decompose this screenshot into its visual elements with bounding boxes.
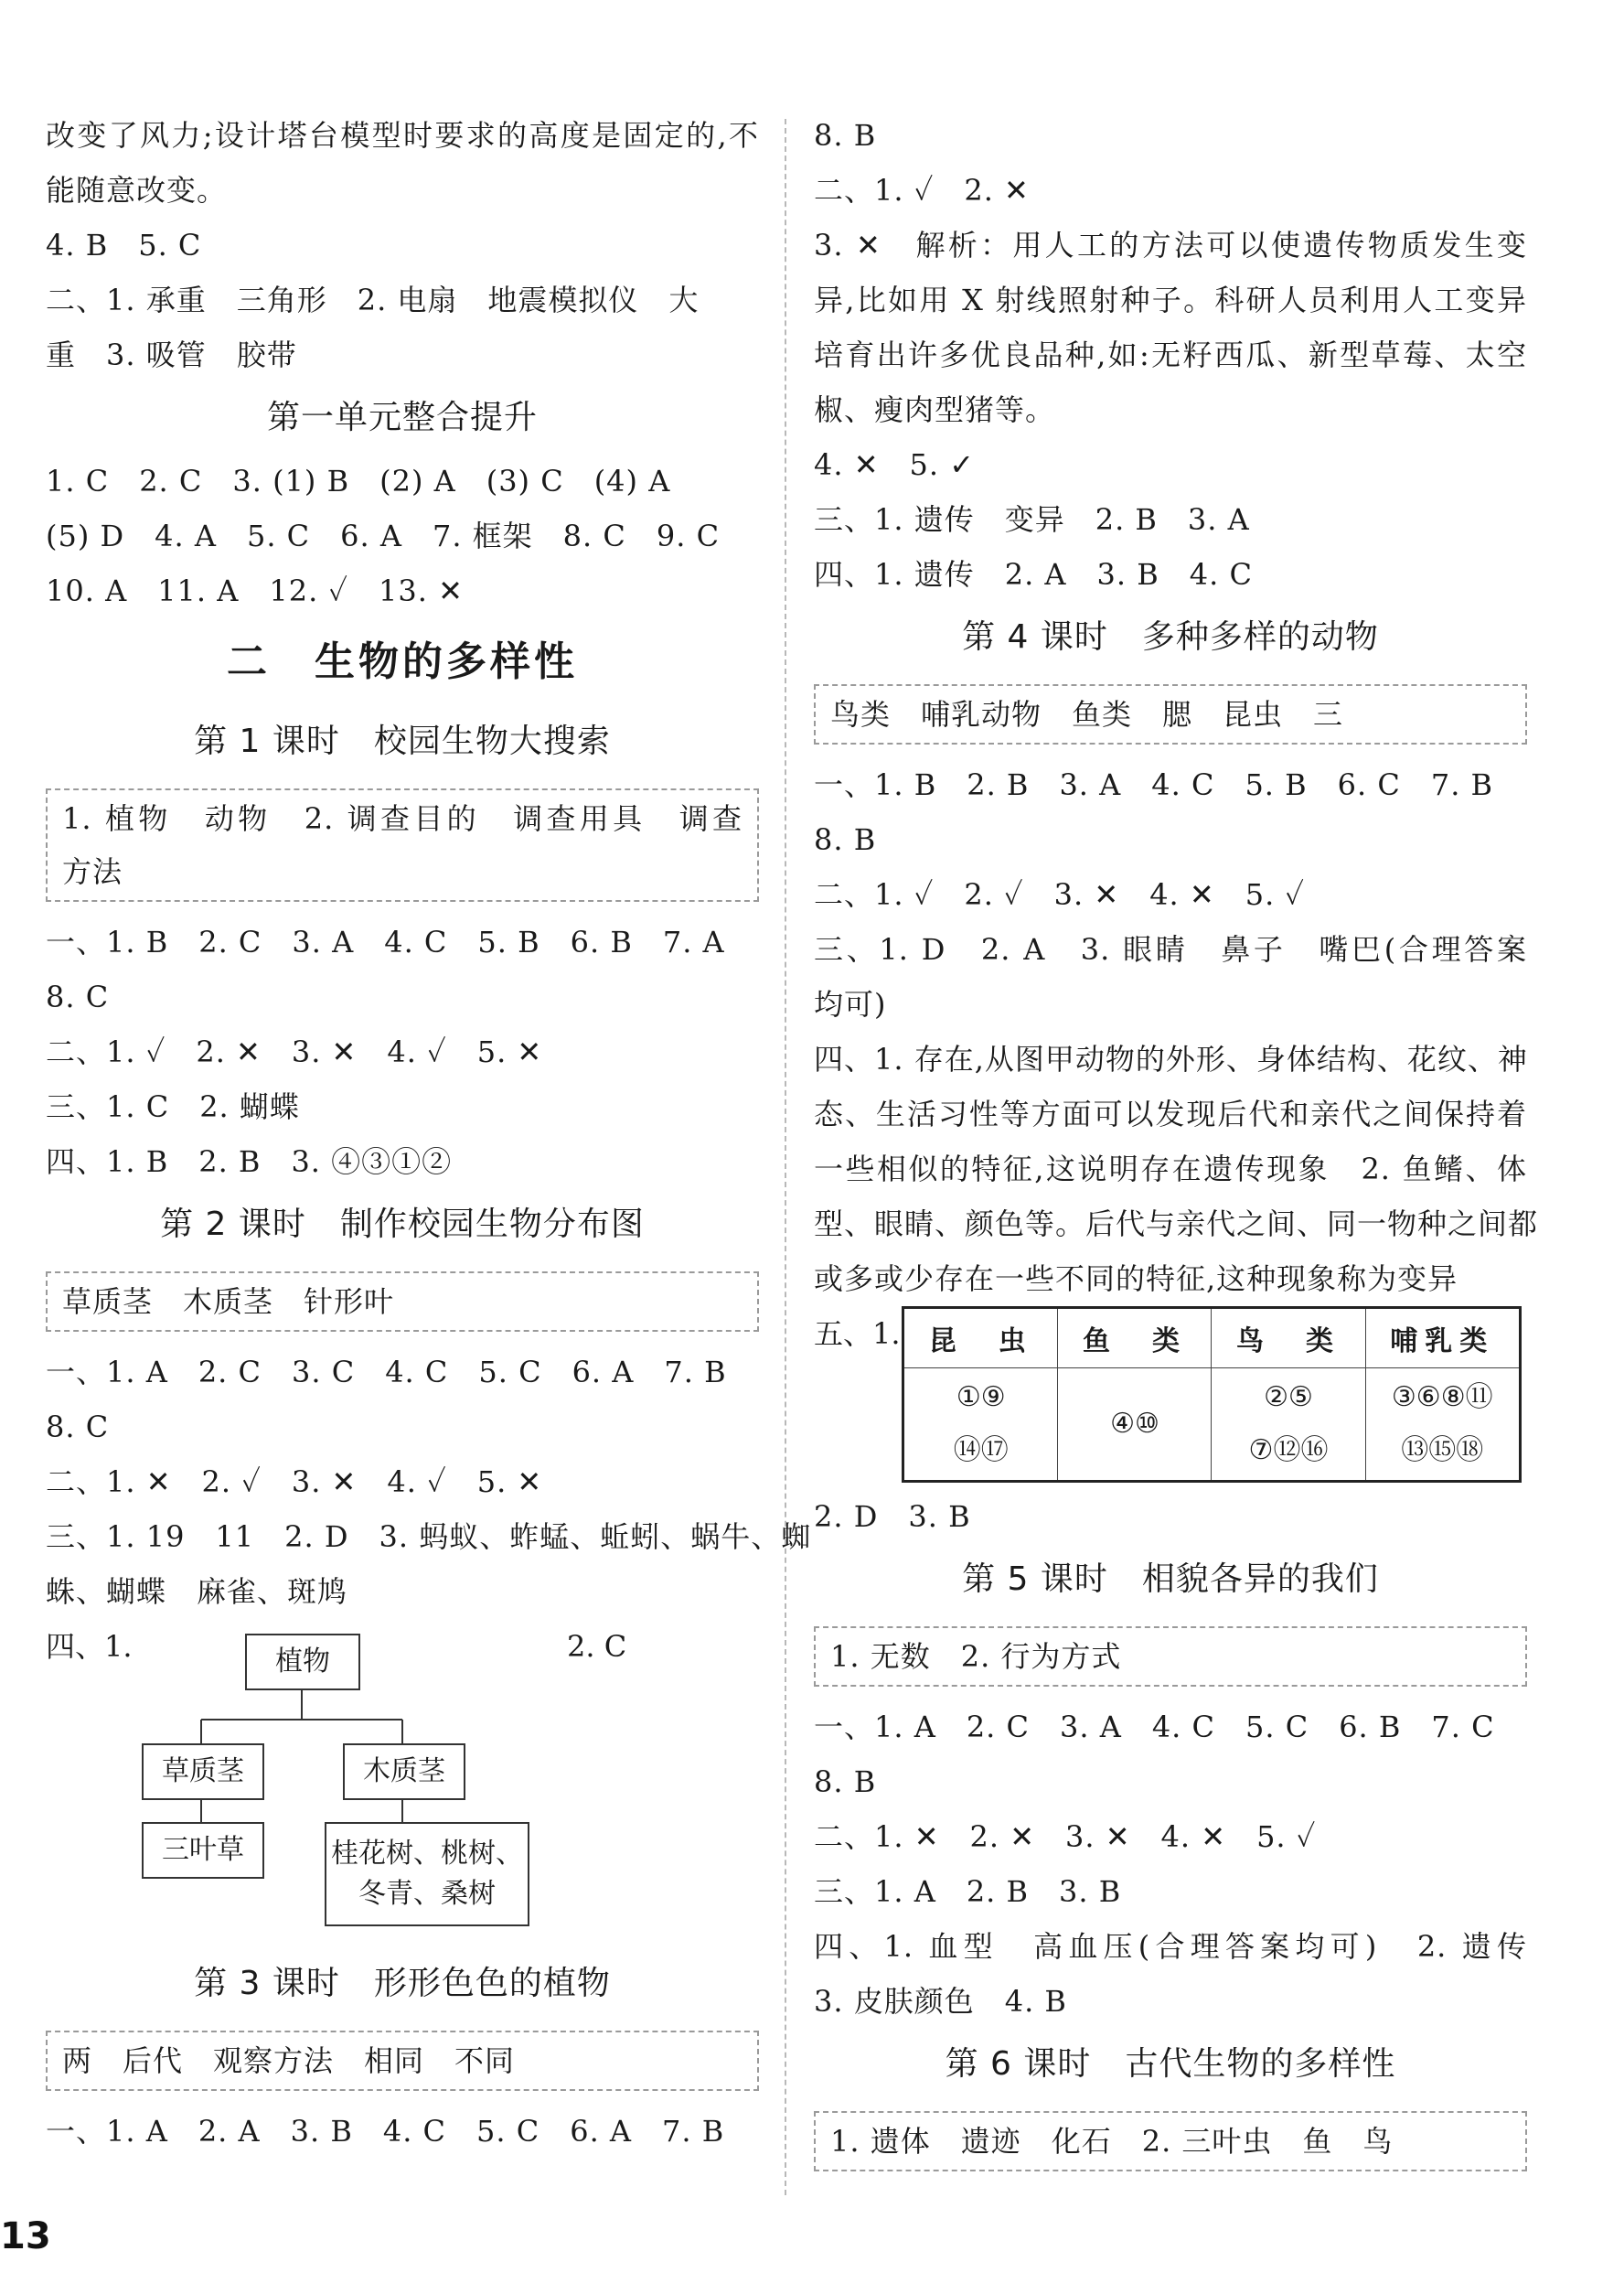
- answer-line: 4. B 5. C: [46, 228, 202, 263]
- answer-line: 一、1. A 2. C 3. A 4. C 5. C 6. B 7. C: [814, 1710, 1495, 1744]
- table-header: 昆 虫: [903, 1308, 1058, 1368]
- answer-line: 2. C: [567, 1629, 627, 1664]
- table-header: 鱼 类: [1058, 1308, 1212, 1368]
- preview-answer-box: [46, 788, 759, 902]
- answer-line: 8. B: [814, 118, 877, 153]
- question-label: 四、1.: [46, 1629, 133, 1664]
- answer-line: 二、1. ✓ 2. ✕ 3. ✕ 4. ✓ 5. ✕: [46, 1034, 543, 1069]
- answer-line: 三、1. C 2. 蝴蝶: [46, 1089, 300, 1124]
- answer-line: 三、1. D 2. A 3. 眼睛 鼻子 嘴巴(合理答案: [814, 932, 1527, 967]
- table-cell-birds: [1212, 1368, 1365, 1482]
- preview-answer-box: [46, 1271, 759, 1332]
- preview-answer-box: [814, 2111, 1527, 2171]
- answer-line: 2. D 3. B: [814, 1499, 971, 1534]
- answer-line: 一、1. A 2. C 3. C 4. C 5. C 6. A 7. B: [46, 1355, 727, 1389]
- preview-answer-box: [814, 684, 1527, 745]
- answer-line: 态、生活习性等方面可以发现后代和亲代之间保持着: [814, 1097, 1527, 1131]
- answer-line: 三、1. A 2. B 3. B: [814, 1874, 1122, 1909]
- answer-line: 4. ✕ 5. ✓: [814, 447, 976, 482]
- cell-text: ⑦⑫⑯: [1248, 1434, 1329, 1466]
- answer-line: 或多或少存在一些不同的特征,这种现象称为变异: [814, 1261, 1458, 1296]
- cell-text: ⑬⑮⑱: [1401, 1434, 1484, 1466]
- page-number: 13: [0, 2215, 51, 2257]
- answer-line: 一、1. A 2. A 3. B 4. C 5. C 6. A 7. B: [46, 2114, 725, 2149]
- answer-line: 三、1. 19 11 2. D 3. 蚂蚁、蚱蜢、蚯蚓、蜗牛、蜘: [46, 1519, 812, 1554]
- question-label: 五、1.: [814, 1316, 901, 1351]
- animal-classification: [814, 1306, 1527, 1489]
- lesson-title: 第 3 课时 形形色色的植物: [194, 1965, 611, 2002]
- answer-line: 蛛、蝴蝶 麻雀、斑鸠: [46, 1574, 348, 1609]
- answer-line: 8. B: [814, 1764, 877, 1799]
- table-header: 鸟 类: [1212, 1308, 1365, 1368]
- lesson-title: 第 4 课时 多种多样的动物: [962, 618, 1379, 656]
- table-cell-insects: [903, 1368, 1058, 1482]
- tree-node-clover: 三叶草: [142, 1822, 264, 1879]
- answer-line: 能随意改变。: [46, 173, 228, 208]
- left-column: [46, 108, 812, 2159]
- tree-node-woody-stem: 木质茎: [343, 1743, 465, 1800]
- answer-line: 1. 遗体 遗迹 化石 2. 三叶虫 鱼 鸟: [830, 2124, 1394, 2159]
- tree-node-herbaceous-stem: 草质茎: [142, 1743, 264, 1800]
- answer-line: 二、1. ✕ 2. ✕ 3. ✕ 4. ✕ 5. ✓: [814, 1819, 1317, 1854]
- preview-answer-box: [46, 2031, 759, 2091]
- answer-line: 均可): [814, 987, 887, 1022]
- tree-node-text: 冬青、桑树: [358, 1878, 496, 1910]
- table-cell-mammals: [1365, 1368, 1520, 1482]
- answer-line: 四、1. 血型 高血压(合理答案均可) 2. 遗传: [814, 1929, 1527, 1964]
- cell-text: ⑭⑰: [953, 1434, 1009, 1466]
- table-cell-fish: [1058, 1368, 1212, 1482]
- cell-text: ②⑤: [1264, 1381, 1313, 1413]
- answer-line: 两 后代 观察方法 相同 不同: [62, 2043, 516, 2078]
- plant-classification-diagram: [46, 1619, 759, 1948]
- animal-classification-table: [902, 1306, 1522, 1483]
- lesson-title: 第 5 课时 相貌各异的我们: [962, 1560, 1379, 1598]
- table-header: 哺乳类: [1365, 1308, 1520, 1368]
- tree-node-root: 植物: [245, 1634, 360, 1690]
- answer-line: 重 3. 吸管 胶带: [46, 338, 297, 372]
- cell-text: ①⑨: [956, 1381, 1006, 1413]
- answer-line: 草质茎 木质茎 针形叶: [62, 1284, 395, 1319]
- answer-line: 1. C 2. C 3. (1) B (2) A (3) C (4) A: [46, 464, 671, 498]
- answer-line: 椒、瘦肉型猪等。: [814, 392, 1056, 427]
- answer-line: 方法: [62, 854, 123, 889]
- answer-line: 改变了风力;设计塔台模型时要求的高度是固定的,不: [46, 118, 759, 153]
- preview-answer-box: [814, 1626, 1527, 1687]
- answer-line: 二、1. ✓ 2. ✓ 3. ✕ 4. ✕ 5. ✓: [814, 877, 1306, 912]
- answer-line: 四、1. 存在,从图甲动物的外形、身体结构、花纹、神: [814, 1042, 1528, 1077]
- chapter-title: 二 生物的多样性: [227, 638, 578, 685]
- answer-line: 四、1. B 2. B 3. ④③①②: [46, 1144, 453, 1179]
- cell-text: ③⑥⑧⑪: [1391, 1381, 1493, 1413]
- answer-line: 8. C: [46, 1410, 110, 1444]
- answer-line: (5) D 4. A 5. C 6. A 7. 框架 8. C 9. C: [46, 519, 721, 553]
- right-column: [814, 108, 1539, 2184]
- unit-review-title: 第一单元整合提升: [266, 399, 538, 436]
- answer-line: 异,比如用 X 射线照射种子。科研人员利用人工变异: [814, 283, 1527, 317]
- answer-line: 8. C: [46, 980, 110, 1014]
- answer-line: 一、1. B 2. C 3. A 4. C 5. B 6. B 7. A: [46, 925, 725, 959]
- answer-line: 8. B: [814, 822, 877, 857]
- answer-line: 10. A 11. A 12. ✓ 13. ✕: [46, 574, 464, 608]
- answer-line: 二、1. ✕ 2. ✓ 3. ✕ 4. ✓ 5. ✕: [46, 1464, 543, 1499]
- answer-line: 培育出许多优良品种,如:无籽西瓜、新型草莓、太空: [814, 338, 1527, 372]
- lesson-title: 第 6 课时 古代生物的多样性: [945, 2045, 1396, 2083]
- answer-line: 3. 皮肤颜色 4. B: [814, 1984, 1067, 2019]
- answer-line: 二、1. 承重 三角形 2. 电扇 地震模拟仪 大: [46, 283, 700, 317]
- lesson-title: 第 1 课时 校园生物大搜索: [194, 723, 611, 760]
- tree-node-trees: [325, 1822, 529, 1926]
- answer-line: 鸟类 哺乳动物 鱼类 腮 昆虫 三: [830, 697, 1344, 732]
- answer-line: 一、1. B 2. B 3. A 4. C 5. B 6. C 7. B: [814, 767, 1494, 802]
- answer-line: 四、1. 遗传 2. A 3. B 4. C: [814, 557, 1253, 592]
- lesson-title: 第 2 课时 制作校园生物分布图: [160, 1206, 645, 1243]
- answer-line: 一些相似的特征,这说明存在遗传现象 2. 鱼鳍、体: [814, 1152, 1527, 1186]
- answer-line: 1. 植物 动物 2. 调查目的 调查用具 调查: [62, 801, 743, 836]
- answer-line: 3. ✕ 解析：用人工的方法可以使遗传物质发生变: [814, 228, 1527, 263]
- tree-node-text: 桂花树、桃树、: [331, 1838, 523, 1870]
- answer-line: 二、1. ✓ 2. ✕: [814, 173, 1030, 208]
- answer-line: 型、眼睛、颜色等。后代与亲代之间、同一物种之间都: [814, 1206, 1539, 1241]
- answer-line: 三、1. 遗传 变异 2. B 3. A: [814, 502, 1250, 537]
- column-divider: [785, 119, 786, 2195]
- cell-text: ④⑩: [1110, 1408, 1159, 1440]
- answer-line: 1. 无数 2. 行为方式: [830, 1639, 1122, 1674]
